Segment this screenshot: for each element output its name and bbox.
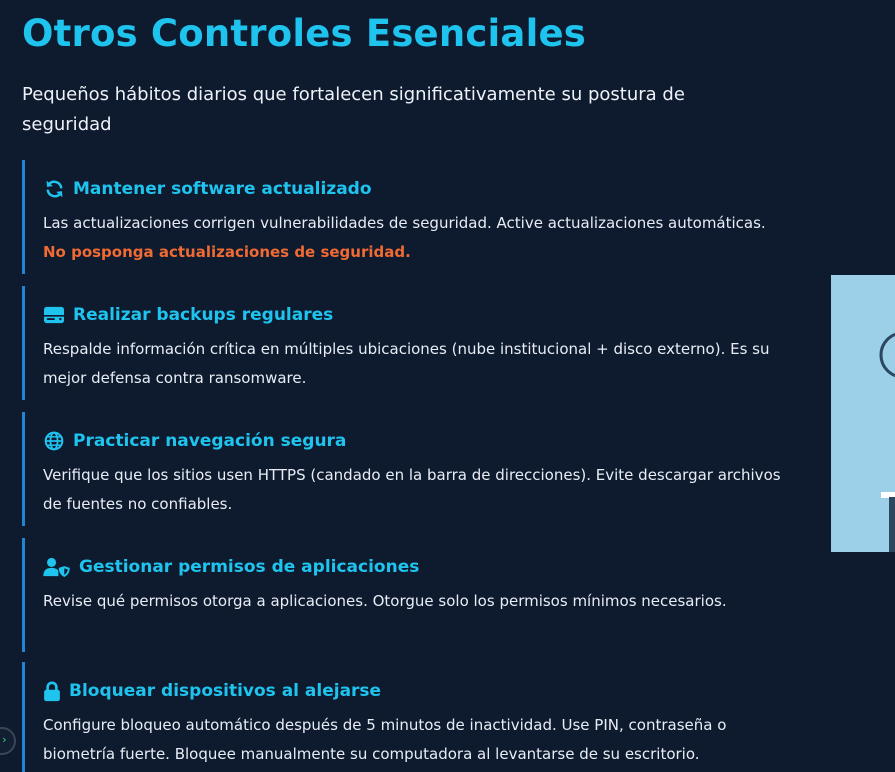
- control-description: Verifique que los sitios usen HTTPS (candado en la barra de direcciones). Evite descargar archivos de fuentes no confiables.: [43, 466, 781, 513]
- control-title: Realizar backups regulares: [73, 305, 334, 325]
- side-illustration: [831, 275, 895, 552]
- control-item-safe-browsing: [22, 412, 782, 526]
- page-subtitle: Pequeños hábitos diarios que fortalecen significativamente su postura de seguridad: [22, 84, 685, 135]
- lock-icon: [43, 680, 61, 702]
- control-item-app-permissions: [22, 538, 782, 652]
- control-title: Gestionar permisos de aplicaciones: [79, 557, 420, 577]
- control-title: Practicar navegación segura: [73, 431, 347, 451]
- control-title: Mantener software actualizado: [73, 179, 372, 199]
- control-item-backups: [22, 286, 782, 400]
- control-item-software-updates: [22, 160, 782, 274]
- control-title: Bloquear dispositivos al alejarse: [69, 681, 382, 701]
- user-shield-icon: [43, 556, 71, 578]
- control-description: Revise qué permisos otorga a aplicaciones. Otorgue solo los permisos mínimos necesarios.: [43, 592, 727, 610]
- refresh-icon: [43, 178, 65, 200]
- control-description: Respalde información crítica en múltiples ubicaciones (nube institucional + disco externo). Es su mejor defensa contra ransomware.: [43, 340, 770, 387]
- hard-drive-icon: [43, 304, 65, 326]
- control-description: Las actualizaciones corrigen vulnerabilidades de seguridad. Active actualizaciones automáticas. No posponga actualizaciones de seguridad.: [43, 214, 766, 261]
- corner-badge[interactable]: ›: [0, 727, 16, 755]
- control-item-lock-devices: [22, 662, 782, 772]
- control-description: Configure bloqueo automático después de 5 minutos de inactividad. Use PIN, contraseña o biometría fuerte. Bloquee manualmente su computadora al levantarse de su escritorio.: [43, 716, 727, 763]
- page-title: Otros Controles Esenciales: [22, 12, 586, 55]
- globe-icon: [43, 430, 65, 452]
- warning-text: No posponga actualizaciones de seguridad.: [43, 243, 411, 261]
